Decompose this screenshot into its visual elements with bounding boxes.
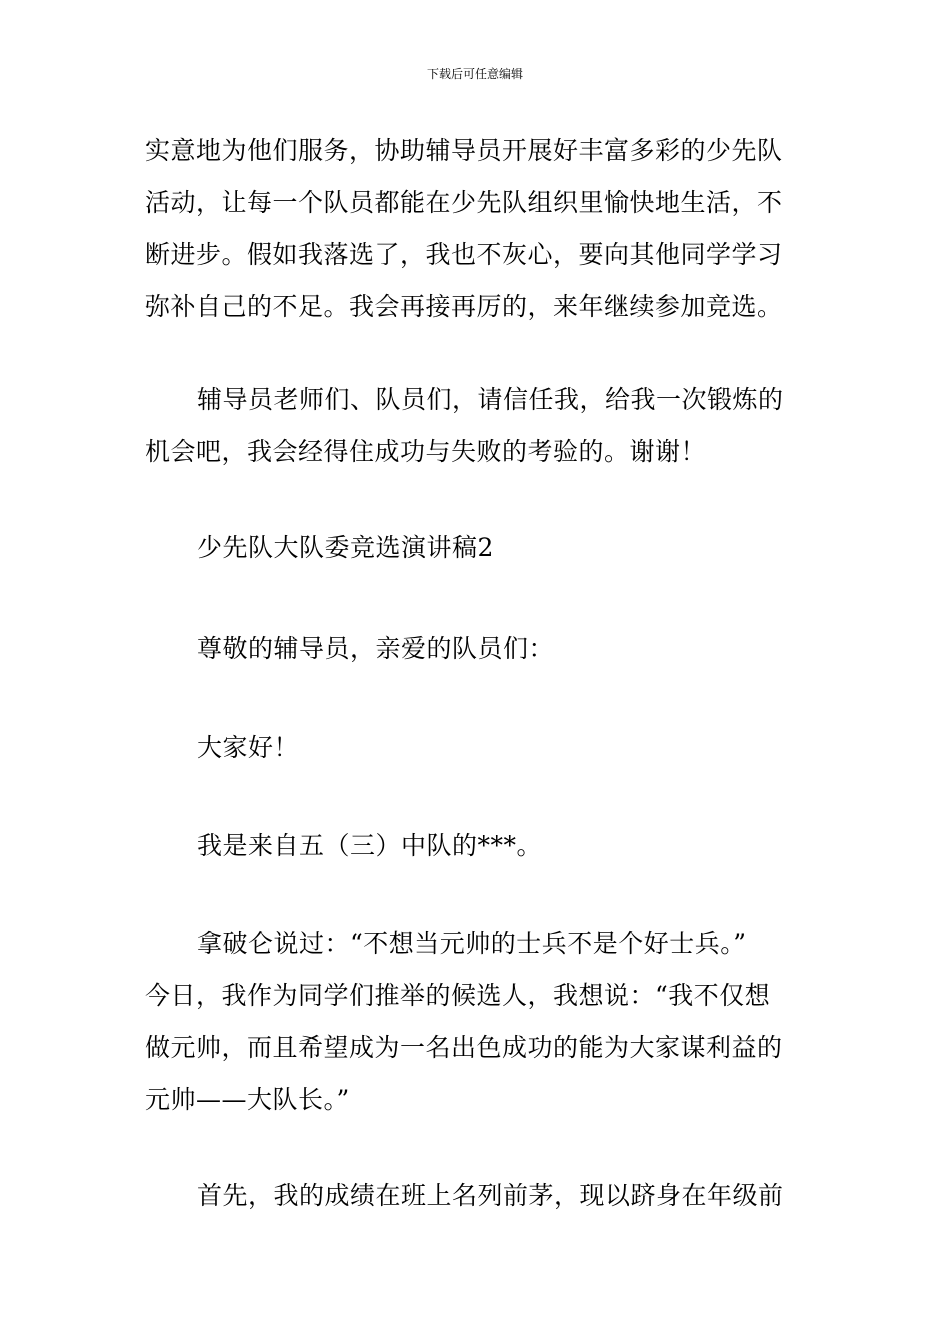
text-line: 少先队大队委竞选演讲稿2 [197,533,494,562]
paragraph-quote [145,918,807,1126]
paragraph-salutation [145,623,807,675]
text-line: 机会吧，我会经得住成功与失败的考验的。谢谢！ [145,437,707,466]
text-line: 拿破仑说过：“不想当元帅的士兵不是个好士兵。” [197,929,747,958]
text-line: 元帅——大队长。” [145,1085,350,1114]
text-line: 断进步。假如我落选了，我也不灰心，要向其他同学学习 [145,240,783,269]
text-line: 我是来自五（三）中队的***。 [197,831,543,860]
text-line: 做元帅，而且希望成为一名出色成功的能为大家谋利益的 [145,1033,783,1062]
paragraph-closing [145,374,807,478]
header-note: 下载后可任意编辑 [426,67,523,81]
text-line: 大家好！ [197,733,300,762]
text-line: 尊敬的辅导员，亲爱的队员们： [197,634,555,663]
paragraph-greeting [145,722,807,774]
text-line: 首先，我的成绩在班上名列前茅，现以跻身在年级前 [197,1181,784,1210]
text-line: 辅导员老师们、队员们，请信任我，给我一次锻炼的 [197,385,784,414]
text-line: 弥补自己的不足。我会再接再厉的，来年继续参加竞选。 [145,292,783,321]
section-title [145,522,807,574]
text-line: 活动，让每一个队员都能在少先队组织里愉快地生活，不 [145,188,783,217]
paragraph-achievement [145,1170,807,1222]
paragraph-intro [145,820,807,872]
text-line: 实意地为他们服务，协助辅导员开展好丰富多彩的少先队 [145,136,783,165]
text-line: 今日，我作为同学们推举的候选人，我想说：“我不仅想 [145,981,771,1010]
paragraph-continuation [145,125,807,333]
